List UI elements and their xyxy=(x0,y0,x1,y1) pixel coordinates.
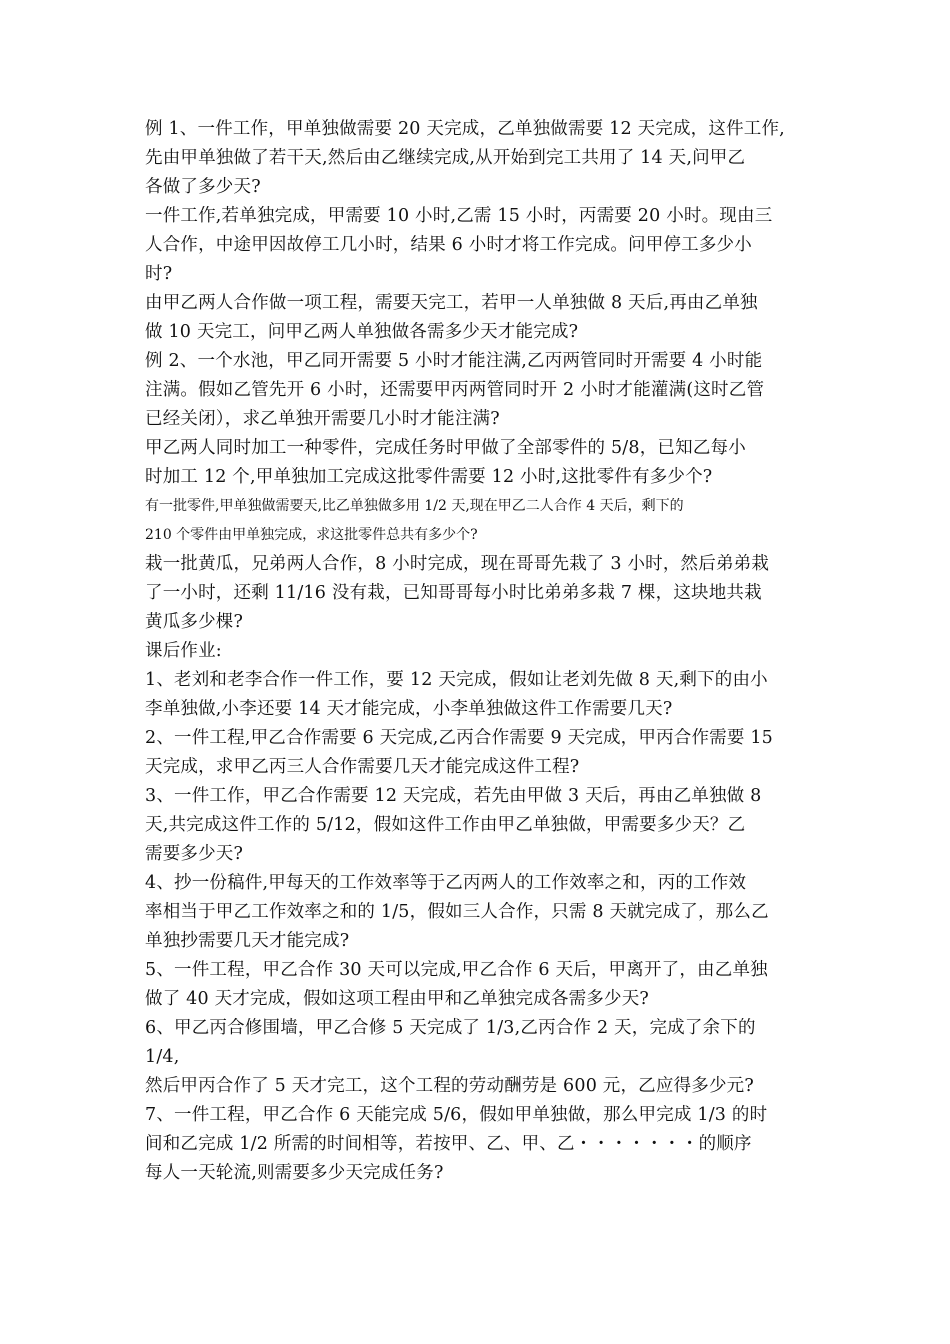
text-line: 做 10 天完工，问甲乙两人单独做各需多少天才能完成? xyxy=(145,322,579,342)
document-page xyxy=(145,115,810,1188)
text-line: 黄瓜多少棵? xyxy=(145,612,244,632)
text-line: 需要多少天? xyxy=(145,844,244,864)
text-line: 各做了多少天? xyxy=(145,177,261,197)
text-line: 天完成，求甲乙丙三人合作需要几天才能完成这件工程? xyxy=(145,757,580,777)
text-line: 注满。假如乙管先开 6 小时，还需要甲丙两管同时开 2 小时才能灌满(这时乙管 xyxy=(145,380,765,400)
text-line: 李单独做,小李还要 14 天才能完成，小李单独做这件工作需要几天? xyxy=(145,699,673,719)
text-line: 单独抄需要几天才能完成? xyxy=(145,931,350,951)
text-line: 有一批零件,甲单独做需要天,比乙单独做多用 1/2 天,现在甲乙二人合作 4 天后，剩下的 xyxy=(145,498,684,514)
text-line: 1、老刘和老李合作一件工作，要 12 天完成，假如让老刘先做 8 天,剩下的由小 xyxy=(145,670,768,690)
text-line: 2、一件工程,甲乙合作需要 6 天完成,乙丙合作需要 9 天完成，甲丙合作需要 15 xyxy=(145,728,774,748)
text-line: 1/4, xyxy=(145,1047,180,1067)
text-line: 210 个零件由甲单独完成，求这批零件总共有多少个? xyxy=(145,527,478,543)
text-line: 了一小时，还剩 11/16 没有栽，已知哥哥每小时比弟弟多栽 7 棵，这块地共栽 xyxy=(145,583,762,603)
section-heading: 课后作业: xyxy=(145,641,222,661)
text-line: 例 2、一个水池，甲乙同开需要 5 小时才能注满,乙丙两管同时开需要 4 小时能 xyxy=(145,351,763,371)
text-line: 7、一件工程，甲乙合作 6 天能完成 5/6，假如甲单独做，那么甲完成 1/3 的时 xyxy=(145,1105,768,1125)
text-line: 5、一件工程，甲乙合作 30 天可以完成,甲乙合作 6 天后，甲离开了，由乙单独 xyxy=(145,960,768,980)
text-line: 一件工作,若单独完成，甲需要 10 小时,乙需 15 小时，丙需要 20 小时。现由三 xyxy=(145,206,773,226)
text-line: 率相当于甲乙工作效率之和的 1/5，假如三人合作，只需 8 天就完成了，那么乙 xyxy=(145,902,769,922)
text-line: 4、抄一份稿件,甲每天的工作效率等于乙丙两人的工作效率之和，丙的工作效 xyxy=(145,873,747,893)
text-line: 时? xyxy=(145,264,173,284)
text-line: 每人一天轮流,则需要多少天完成任务? xyxy=(145,1163,444,1183)
text-line: 6、甲乙丙合修围墙，甲乙合修 5 天完成了 1/3,乙丙合作 2 天，完成了余下的 xyxy=(145,1018,756,1038)
text-line: 做了 40 天才完成，假如这项工程由甲和乙单独完成各需多少天? xyxy=(145,989,649,1009)
text-line: 3、一件工作，甲乙合作需要 12 天完成，若先由甲做 3 天后，再由乙单独做 8 xyxy=(145,786,762,806)
text-line: 时加工 12 个,甲单独加工完成这批零件需要 12 小时,这批零件有多少个? xyxy=(145,467,713,487)
text-line: 甲乙两人同时加工一种零件，完成任务时甲做了全部零件的 5/8，已知乙每小 xyxy=(145,438,746,458)
text-line: 栽一批黄瓜，兄弟两人合作，8 小时完成，现在哥哥先栽了 3 小时，然后弟弟栽 xyxy=(145,554,770,574)
text-line: 先由甲单独做了若干天,然后由乙继续完成,从开始到完工共用了 14 天,问甲乙 xyxy=(145,148,746,168)
text-line: 例 1、一件工作，甲单独做需要 20 天完成，乙单独做需要 12 天完成，这件工作, xyxy=(145,119,785,139)
text-line: 天,共完成这件工作的 5/12，假如这件工作由甲乙单独做，甲需要多少天？乙 xyxy=(145,815,746,835)
text-line: 然后甲丙合作了 5 天才完工，这个工程的劳动酬劳是 600 元，乙应得多少元? xyxy=(145,1076,754,1096)
text-line: 已经关闭），求乙单独开需要几小时才能注满? xyxy=(145,409,500,429)
text-line: 间和乙完成 1/2 所需的时间相等，若按甲、乙、甲、乙・・・・・・・的顺序 xyxy=(145,1134,752,1154)
text-line: 人合作，中途甲因故停工几小时，结果 6 小时才将工作完成。问甲停工多少小 xyxy=(145,235,752,255)
text-line: 由甲乙两人合作做一项工程，需要天完工，若甲一人单独做 8 天后,再由乙单独 xyxy=(145,293,758,313)
